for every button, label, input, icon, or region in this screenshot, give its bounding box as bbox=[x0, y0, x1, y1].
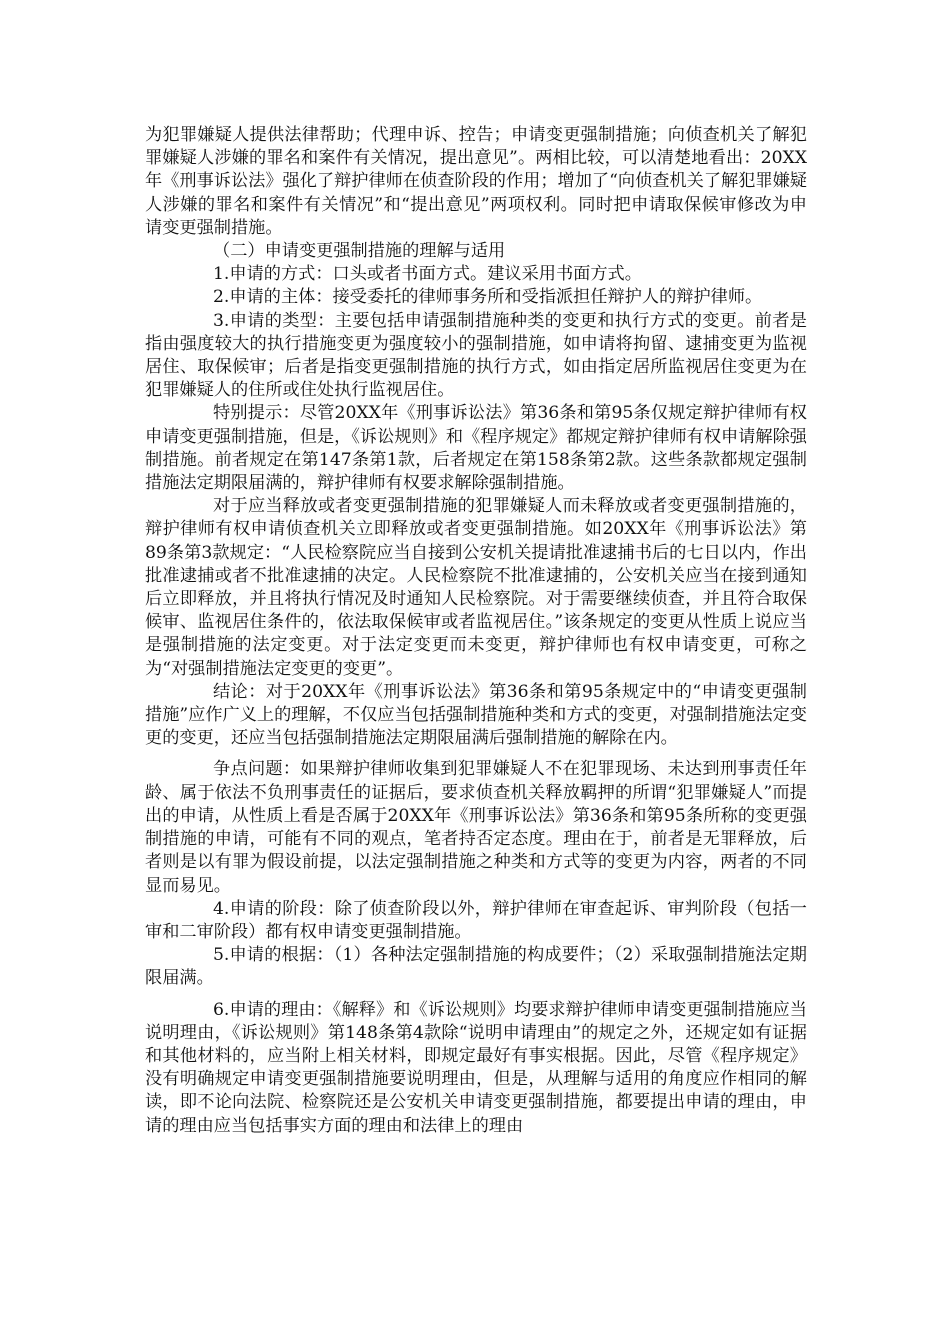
paragraph-application-basis: 5.申请的根据：（1）各种法定强制措施的构成要件；（2）采取强制措施法定期限届满。 bbox=[145, 945, 807, 989]
paragraph-conclusion: 结论：对于20XX年《刑事诉讼法》第36条和第95条规定中的“申请变更强制措施”应作广义上的理解，不仅应当包括强制措施种类和方式的变更，对强制措施法定变更的变更，还应当包括强制措施法定期限届满后强制措施的解除在内。 bbox=[145, 681, 807, 749]
paragraph-continuation: 为犯罪嫌疑人提供法律帮助；代理申诉、控告；申请变更强制措施；向侦查机关了解犯罪嫌疑人涉嫌的罪名和案件有关情况，提出意见”。两相比较，可以清楚地看出：20XX年《刑事诉讼法》强化了辩护律师在侦查阶段的作用；增加了“向侦查机关了解犯罪嫌疑人涉嫌的罪名和案件有关情况”和“提出意见”两项权利。同时把申请取保候审修改为申请变更强制措施。 bbox=[145, 125, 807, 238]
paragraph-application-method: 1.申请的方式：口头或者书面方式。建议采用书面方式。 bbox=[213, 264, 642, 285]
paragraph-dispute-issue: 争点问题：如果辩护律师收集到犯罪嫌疑人不在犯罪现场、未达到刑事责任年龄、属于依法不负刑事责任的证据后，要求侦查机关释放羁押的所谓“犯罪嫌疑人”而提出的申请，从性质上看是否属于20XX年《刑事诉讼法》第36条和第95条所称的变更强制措施的申请，可能有不同的观点，笔者持否定态度。理由在于，前者是无罪释放，后者则是以有罪为假设前提，以法定强制措施之种类和方式等的变更为内容，两者的不同显而易见。 bbox=[145, 759, 807, 896]
document-body bbox=[145, 124, 807, 1138]
paragraph-special-note: 特别提示：尽管20XX年《刑事诉讼法》第36条和第95条仅规定辩护律师有权申请变更强制措施，但是，《诉讼规则》和《程序规定》都规定辩护律师有权申请解除强制措施。前者规定在第147条第1款，后者规定在第158条第2款。这些条款都规定强制措施法定期限届满的，辩护律师有权要求解除强制措施。 bbox=[145, 403, 807, 494]
paragraph-application-reason: 6.申请的理由：《解释》和《诉讼规则》均要求辩护律师申请变更强制措施应当说明理由，《诉讼规则》第148条第4款除“说明申请理由”的规定之外，还规定如有证据和其他材料的，应当附上相关材料，即规定最好有事实根据。因此，尽管《程序规定》没有明确规定申请变更强制措施要说明理由，但是，从理解与适用的角度应作相同的解读，即不论向法院、检察院还是公安机关申请变更强制措施，都要提出申请的理由，申请的理由应当包括事实方面的理由和法律上的理由 bbox=[145, 999, 807, 1136]
paragraph-application-type: 3.申请的类型：主要包括申请强制措施种类的变更和执行方式的变更。前者是指由强度较大的执行措施变更为强度较小的强制措施，如申请将拘留、逮捕变更为监视居住、取保候审；后者是指变更强制措施的执行方式，如由指定居所监视居住变更为在犯罪嫌疑人的住所或住处执行监视居住。 bbox=[145, 310, 807, 401]
paragraph-application-subject: 2.申请的主体：接受委托的律师事务所和受指派担任辩护人的辩护律师。 bbox=[213, 287, 763, 308]
paragraph-application-stage: 4.申请的阶段：除了侦查阶段以外，辩护律师在审查起诉、审判阶段（包括一审和二审阶段）都有权申请变更强制措施。 bbox=[145, 898, 807, 942]
section-heading: （二）申请变更强制措施的理解与适用 bbox=[213, 241, 506, 262]
paragraph-release-or-change: 对于应当释放或者变更强制措施的犯罪嫌疑人而未释放或者变更强制措施的，辩护律师有权申请侦查机关立即释放或者变更强制措施。如20XX年《刑事诉讼法》第89条第3款规定：“人民检察院应当自接到公安机关提请批准逮捕书后的七日以内，作出批准逮捕或者不批准逮捕的决定。人民检察院不批准逮捕的，公安机关应当在接到通知后立即释放，并且将执行情况及时通知人民检察院。对于需要继续侦查，并且符合取保候审、监视居住条件的，依法取保候审或者监视居住。”该条规定的变更从性质上说应当是强制措施的法定变更。对于法定变更而未变更，辩护律师也有权申请变更，可称之为“对强制措施法定变更的变更”。 bbox=[145, 496, 807, 679]
